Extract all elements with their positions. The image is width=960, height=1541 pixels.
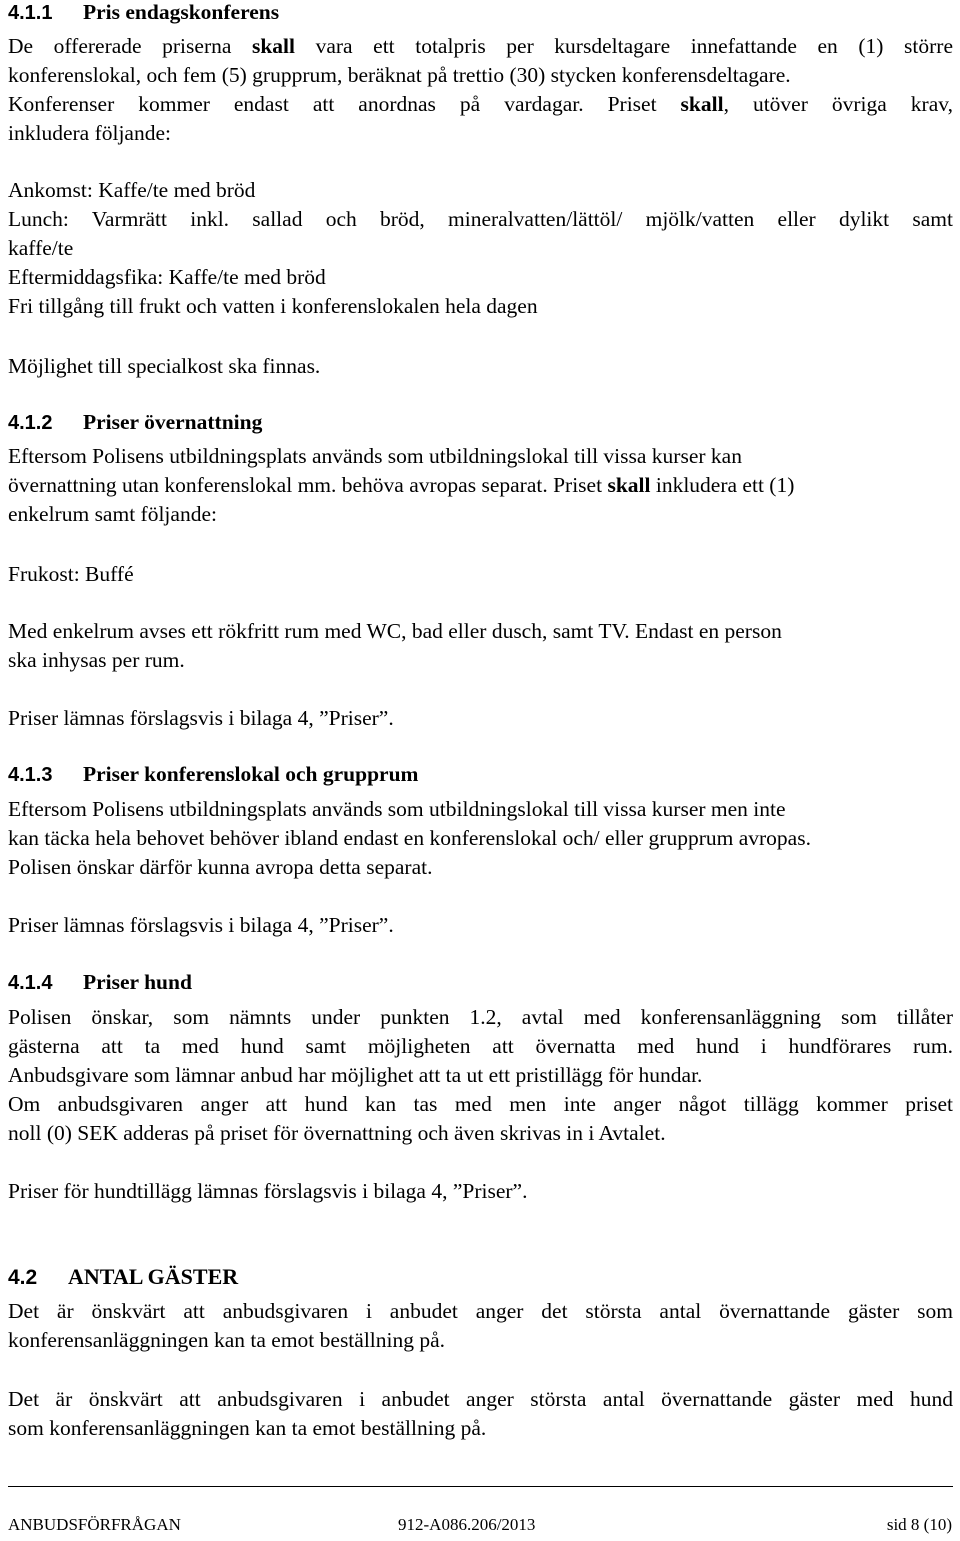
paragraph-pricing-intro <box>8 32 953 148</box>
text-line: konferenslokal, och fem (5) grupprum, beräknat på trettio (30) stycken konferensdeltagare. <box>8 63 791 87</box>
text-line: Eftersom Polisens utbildningsplats används som utbildningslokal till vissa kurser kan <box>8 444 742 468</box>
section-heading-4-1-4 <box>8 968 192 997</box>
paragraph-antal-gaster: Det är önskvärt att anbudsgivaren i anbudet anger det största antal övernattande gäster som konferensanläggningen kan ta emot beställning på. <box>8 1299 953 1352</box>
footer-document-type: ANBUDSFÖRFRÅGAN <box>8 1515 181 1534</box>
section-number: 4.2 <box>8 1266 38 1289</box>
section-title: Priser övernattning <box>83 410 263 434</box>
meal-ankomst: Ankomst: Kaffe/te med bröd <box>8 178 256 202</box>
meal-lunch-cont: kaffe/te <box>8 236 74 260</box>
paragraph-konferenslokal: Eftersom Polisens utbildningsplats används som utbildningslokal till vissa kurser men inte kan täcka hela behovet behöver ibland endast en konferenslokal och/ eller grupprum avropas. Polisen önskar därför kunna avropa detta separat. <box>8 797 811 879</box>
section-title: Priser hund <box>83 970 192 994</box>
text-line: enkelrum samt följande: <box>8 502 217 526</box>
text-line: Konferenser kommer endast att anordnas på vardagar. Priset skall, utöver övriga krav, <box>8 92 953 116</box>
section-title: Pris endagskonferens <box>83 0 280 24</box>
section-heading-4-1-1 <box>8 0 279 27</box>
section-heading-4-1-2 <box>8 408 262 437</box>
footer-divider <box>8 1486 953 1487</box>
section-number: 4.1.3 <box>8 764 53 786</box>
meal-lunch: Lunch: Varmrätt inkl. sallad och bröd, mineralvatten/lättöl/ mjölk/vatten eller dylikt samt <box>8 207 953 231</box>
section-number: 4.1.4 <box>8 972 53 994</box>
paragraph-frukost: Frukost: Buffé <box>8 562 134 586</box>
meal-list <box>8 176 953 321</box>
section-number: 4.1.2 <box>8 412 53 434</box>
section-number: 4.1.1 <box>8 2 53 24</box>
section-title: ANTAL GÄSTER <box>68 1264 239 1289</box>
text-line: De offererade priserna skall vara ett totalpris per kursdeltagare innefattande en (1) större <box>8 34 953 58</box>
text-line: inkludera följande: <box>8 121 171 145</box>
paragraph-priser-hundtillagg: Priser för hundtillägg lämnas förslagsvis i bilaga 4, ”Priser”. <box>8 1179 528 1203</box>
paragraph-enkelrum: Med enkelrum avses ett rökfritt rum med WC, bad eller dusch, samt TV. Endast en person ska inhysas per rum. <box>8 619 782 672</box>
footer-page-number: sid 8 (10) <box>886 1515 952 1534</box>
paragraph-specialkost: Möjlighet till specialkost ska finnas. <box>8 354 321 378</box>
paragraph-priser-bilaga: Priser lämnas förslagsvis i bilaga 4, ”Priser”. <box>8 913 394 937</box>
section-heading-4-2 <box>8 1262 238 1292</box>
paragraph-hund: Polisen önskar, som nämnts under punkten 1.2, avtal med konferensanläggning som tillåter gästerna att ta med hund samt möjligheten att övernatta med hund i hundförares rum. Anbudsgivare som lämnar anbud har möjlighet att ta ut ett pristillägg för hundar. Om anbudsgivaren anger att hund kan tas med men inte anger något tillägg kommer priset noll (0) SEK adderas på priset för övernattning och även skrivas in i Avtalet. <box>8 1005 953 1145</box>
footer-reference-number: 912-A086.206/2013 <box>398 1515 536 1534</box>
paragraph-overnattning <box>8 442 953 529</box>
section-heading-4-1-3 <box>8 760 418 789</box>
paragraph-antal-gaster-hund: Det är önskvärt att anbudsgivaren i anbudet anger största antal övernattande gäster med hund som konferensanläggningen kan ta emot beställning på. <box>8 1387 953 1440</box>
section-title: Priser konferenslokal och grupprum <box>83 762 419 786</box>
text-line: övernattning utan konferenslokal mm. behöva avropas separat. Priset skall inkludera ett (1) <box>8 473 795 497</box>
meal-fri-tillgang: Fri tillgång till frukt och vatten i konferenslokalen hela dagen <box>8 294 538 318</box>
meal-eftermiddag: Eftermiddagsfika: Kaffe/te med bröd <box>8 265 326 289</box>
paragraph-priser-bilaga: Priser lämnas förslagsvis i bilaga 4, ”Priser”. <box>8 706 394 730</box>
